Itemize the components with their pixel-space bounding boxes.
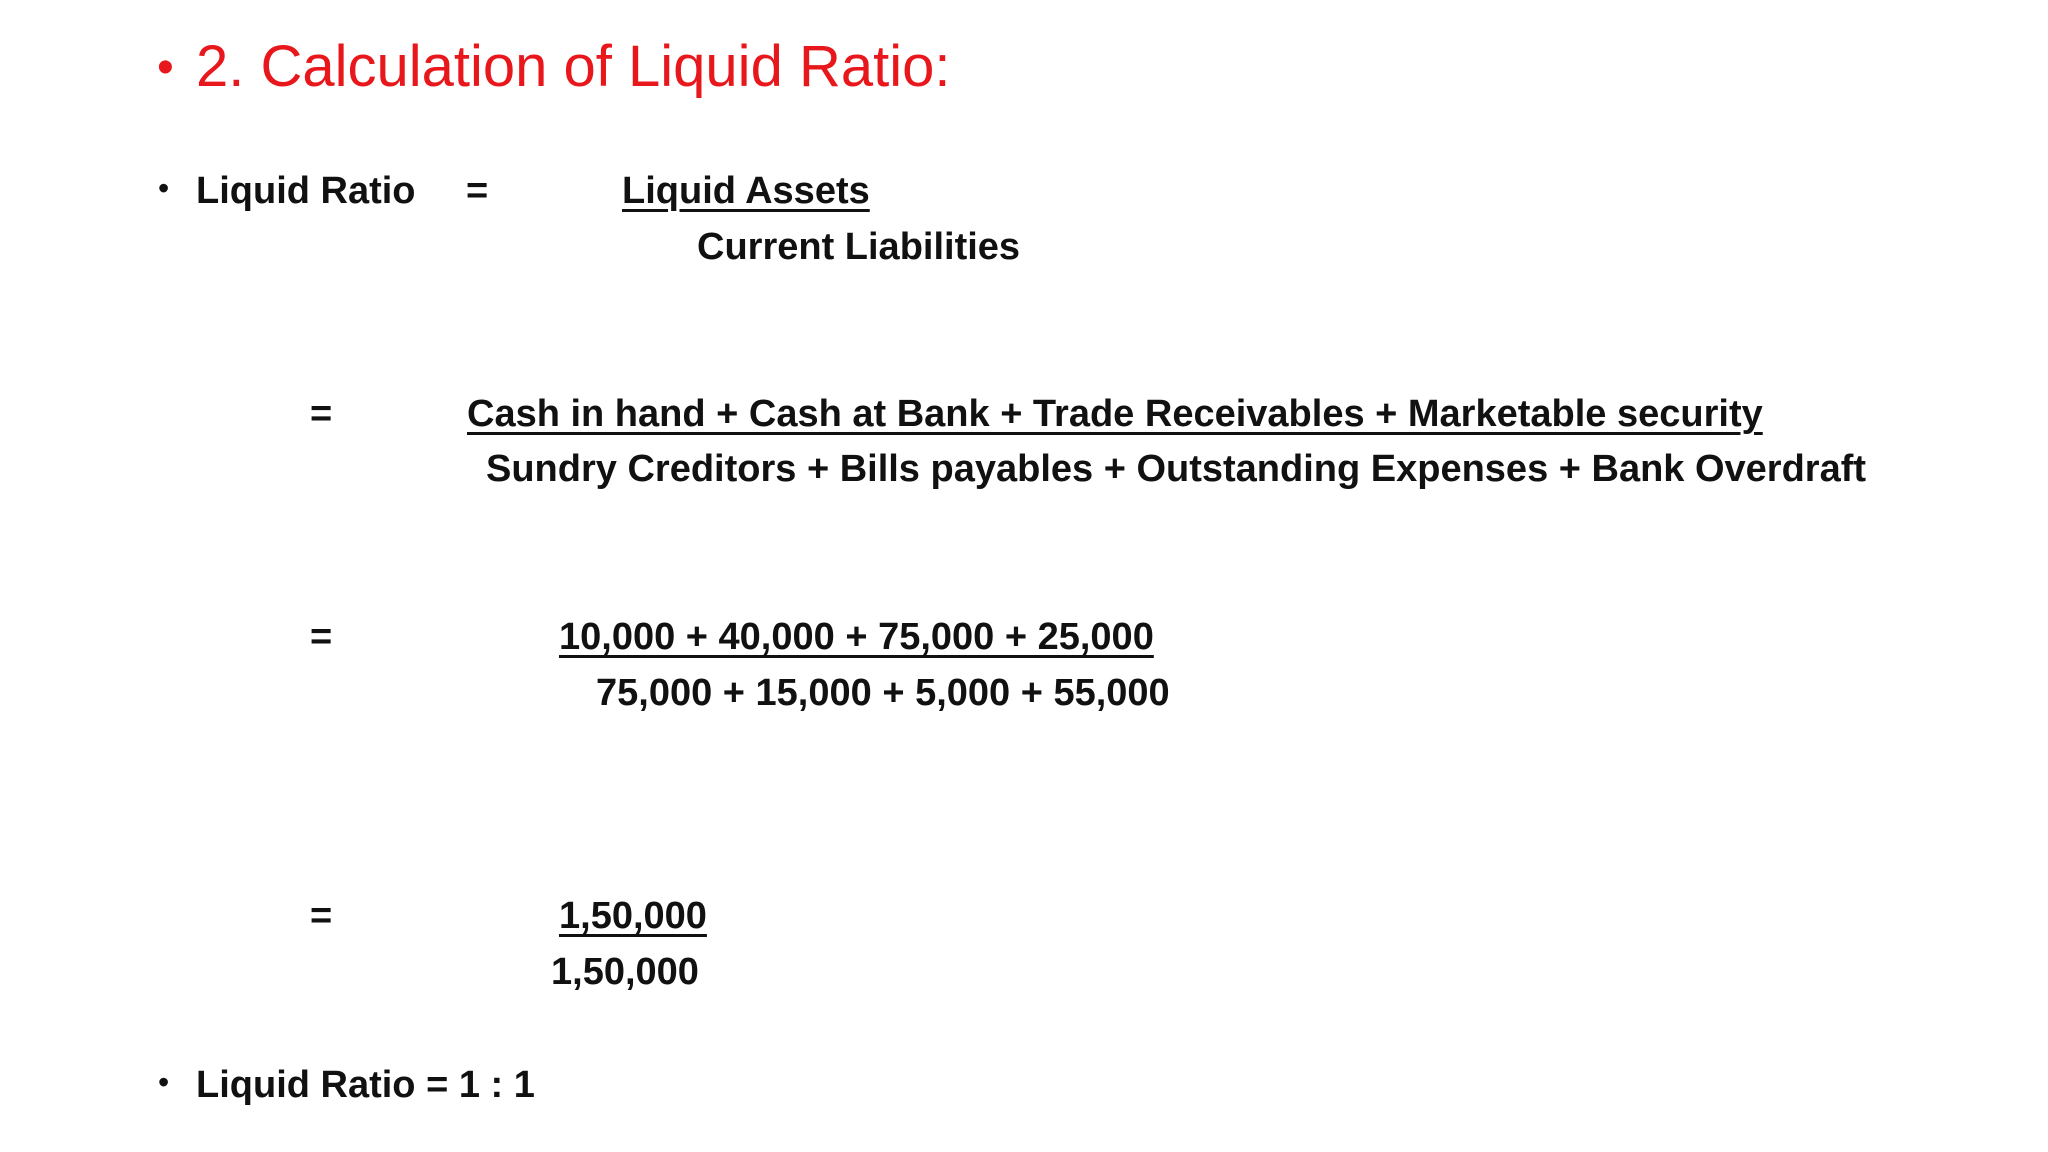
slide-title: 2. Calculation of Liquid Ratio: [196,34,951,99]
totals-denominator: 1,50,000 [551,951,699,993]
substituted-numerator: 10,000 + 40,000 + 75,000 + 25,000 [559,616,1154,658]
expanded-denominator: Sundry Creditors + Bills payables + Outstanding Expenses + Bank Overdraft [486,448,1867,490]
expanded-equals: = [310,393,333,435]
result-text: Liquid Ratio = 1 : 1 [196,1064,535,1106]
totals-numerator: 1,50,000 [559,895,707,937]
formula-equals: = [466,170,489,212]
formula-label: Liquid Ratio [196,170,416,212]
expanded-numerator: Cash in hand + Cash at Bank + Trade Receivables + Marketable security [467,393,1763,435]
title-bullet: • [157,41,174,94]
substituted-denominator: 75,000 + 15,000 + 5,000 + 55,000 [596,672,1170,714]
formula-numerator: Liquid Assets [622,170,870,212]
formula-bullet: • [158,170,170,206]
formula-denominator: Current Liabilities [697,226,1021,268]
substituted-equals: = [310,616,333,658]
result-bullet: • [158,1064,170,1100]
totals-equals: = [310,895,333,937]
